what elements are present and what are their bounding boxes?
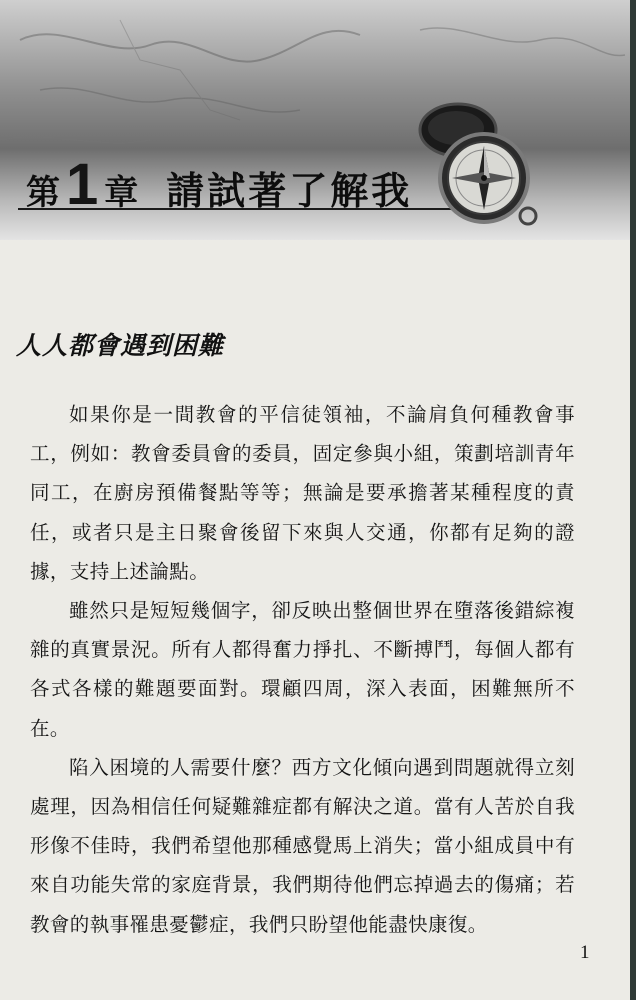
chapter-title: 請試著了解我 [166, 169, 413, 213]
chapter-number: 1 [66, 152, 99, 217]
section-heading: 人人都會遇到困難 [16, 331, 225, 360]
chapter-prefix: 第 [26, 173, 60, 213]
compass-icon [380, 80, 550, 240]
scan-edge-border [630, 0, 636, 1000]
paragraph: 如果你是一間教會的平信徒領袖，不論肩負何種教會事工，例如：教會委員會的委員，固定參與小組，策劃培訓青年同工，在廚房預備餐點等等；無論是要承擔著某種程度的責任，或者只是主日聚會後留下來與人交通，你都有足夠的證據，支持上述論點。 [30, 403, 575, 583]
paragraph: 陷入困境的人需要什麼？西方文化傾向遇到問題就得立刻處理，因為相信任何疑難雜症都有解決之道。當有人苦於自我形像不佳時，我們希望他那種感覺馬上消失；當小組成員中有來自功能失常的家庭背景，我們期待他們忘掉過去的傷痛；若教會的執事罹患憂鬱症，我們只盼望他能盡快康復。 [30, 755, 575, 936]
body-text [30, 395, 575, 944]
page-number: 1 [580, 942, 590, 963]
chapter-heading [26, 152, 413, 217]
paragraph: 雖然只是短短幾個字，卻反映出整個世界在墮落後錯綜複雜的真實景況。所有人都得奮力掙扎、不斷搏鬥，每個人都有各式各樣的難題要面對。環顧四周，深入表面，困難無所不在。 [30, 599, 575, 740]
chapter-suffix: 章 [104, 173, 139, 213]
